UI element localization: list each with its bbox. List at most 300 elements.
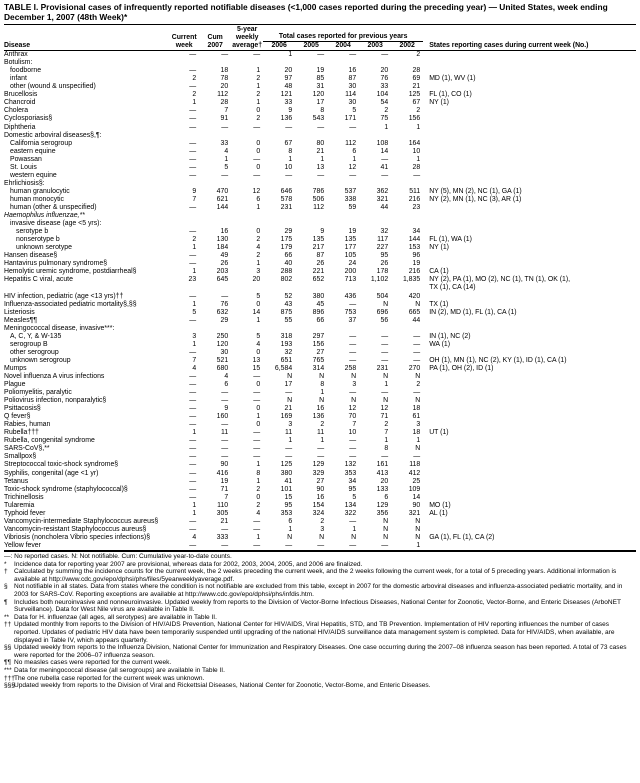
cell-value [295,132,327,140]
cell-value: 154 [312,501,325,509]
cell-value: 76 [220,300,229,308]
cell-value: — [317,541,325,549]
states-reporting [423,212,636,220]
table-row [4,453,636,461]
states-reporting: FL (1), CO (1) [429,91,472,99]
cell-value: 136 [312,413,325,421]
disease-name: Syphilis, congenital (age <1 yr) [4,469,99,477]
states-reporting [423,349,636,357]
states-reporting [423,373,636,381]
cell-value: 12 [252,187,261,195]
cell-value: — [221,541,229,549]
cell-value: — [381,155,389,163]
cell-value [295,180,327,188]
cell-value: 156 [408,115,421,123]
cell-value: 136 [280,115,293,123]
cell-value: 217 [312,244,325,252]
cell-value: — [349,123,357,131]
cell-value [359,59,391,67]
cell-value: 30 [348,99,357,107]
cell-value: 0 [256,421,261,429]
disease-name: Vancomycin-resistant Staphylococcus aureus§ [4,525,147,533]
cell-value: 5 [352,493,357,501]
cell-value: 9 [320,228,325,236]
cell-value: 19 [412,260,421,268]
cell-value: — [349,389,357,397]
cell-value: 318 [280,332,293,340]
disease-name: Anthrax [4,51,28,59]
cell-value: — [189,469,197,477]
disease-name: HIV infection, pediatric (age <13 yrs)†† [4,292,124,300]
states-reporting [423,470,636,478]
cell-value: 54 [380,99,389,107]
table-row [4,276,636,284]
disease-name: Vibriosis (noncholera Vibrio species infections)§ [4,533,151,541]
cell-value: 2 [384,107,389,115]
cell-value: 6 [288,517,293,525]
states-reporting [423,115,636,123]
cell-value: 125 [408,91,421,99]
cell-value: 380 [312,292,325,300]
table-row [4,268,636,276]
cell-value [169,132,199,140]
cell-value: — [381,51,389,59]
cell-value: 31 [316,83,325,91]
cell-value: 66 [284,252,293,260]
table-row [4,172,636,180]
cell-value: 67 [284,139,293,147]
cell-value: 0 [256,381,261,389]
table-row [4,341,636,349]
footnote-text: Updated weekly from reports to the Influenza Division, National Center for Immunization and Respiratory Diseases. One case occurring during the 2007–08 influenza season has been reported. A total of 73 cases were reported for the 2006–07 influenza season. [14,644,627,659]
cell-value: 1 [192,99,197,107]
footnote [4,667,636,675]
cell-value: 90 [316,485,325,493]
cell-value [169,212,199,220]
states-reporting: IN (1), NC (2) [429,332,471,340]
footnote-text: No measles cases were reported for the current week. [14,659,172,667]
cell-value: — [349,356,357,364]
footnote-marker: ††† [4,674,15,682]
footnote [4,659,636,667]
states-reporting [423,437,636,445]
cell-value: 6 [224,381,229,389]
cell-value: 95 [348,485,357,493]
disease-name: Toxic-shock syndrome (staphylococcal)§ [4,485,128,493]
table-row [4,381,636,389]
cell-value: — [189,541,197,549]
table-row [4,389,636,397]
cell-value: — [349,332,357,340]
cell-value: 27 [316,477,325,485]
cell-value: — [285,445,293,453]
cell-value: 184 [216,244,229,252]
disease-name: foodborne [10,67,42,75]
cell-value: — [285,389,293,397]
states-reporting: NY (1) [429,244,449,252]
cell-value: — [253,155,261,163]
table-row [4,293,636,301]
cell-value: — [349,51,357,59]
cell-value [295,59,327,67]
cell-value: 1,835 [402,276,421,284]
cell-value: 2 [192,75,197,83]
disease-name: Rubella, congenital syndrome [4,437,95,445]
states-reporting: TX (1), CA (14) [429,284,476,292]
cell-value: 416 [216,469,229,477]
cell-value: 2 [256,236,261,244]
cell-value: 20 [284,67,293,75]
cell-value: 15 [284,493,293,501]
cell-value: 112 [217,91,229,99]
cell-value: 504 [376,292,389,300]
cell-value: 321 [408,509,421,517]
cell-value: — [189,260,197,268]
cell-value: 652 [312,276,325,284]
cell-value: 521 [216,356,229,364]
cell-value: — [381,356,389,364]
cell-value: N [415,300,421,308]
cell-value: 75 [380,115,389,123]
disease-name: Novel influenza A virus infections [4,372,105,380]
cell-value: 132 [344,461,357,469]
cell-value: — [413,389,421,397]
table-row [4,228,636,236]
cell-value: — [189,67,197,75]
table-row [4,421,636,429]
cell-value: 2 [256,252,261,260]
cell-value: — [349,340,357,348]
cell-value: — [413,453,421,461]
states-reporting [423,293,636,301]
cell-value: — [253,517,261,525]
cell-value: 4 [256,244,261,252]
cell-value: 19 [220,477,229,485]
cell-value: — [253,437,261,445]
states-reporting [423,132,636,140]
cell-value: 470 [216,187,229,195]
cell-value: — [189,228,197,236]
cell-value: — [189,147,197,155]
cell-value: 8 [288,147,293,155]
cell-value: 216 [408,268,421,276]
table-row [4,140,636,148]
cell-value: 26 [316,260,325,268]
cell-value [295,212,327,220]
table-row [4,220,636,228]
states-reporting: PA (1), OH (2), ID (1) [429,364,494,372]
cell-value: — [253,389,261,397]
header-year-2006: 2006 [271,42,287,50]
states-reporting [423,83,636,91]
cell-value [231,59,263,67]
cell-value [231,284,263,292]
disease-name: Psittacosis§ [4,405,41,413]
cell-value: 52 [284,292,293,300]
cell-value: 2 [384,421,389,429]
cell-value [199,180,231,188]
cell-value: 1 [256,67,261,75]
cell-value: 231 [376,364,389,372]
cell-value: 161 [376,461,389,469]
cell-value: 333 [216,533,229,541]
cell-value: 28 [412,163,421,171]
states-reporting [423,397,636,405]
disease-name: Poliovirus infection, nonparalytic§ [4,397,107,405]
cell-value: 9 [224,405,229,413]
cell-value: 9 [288,107,293,115]
cell-value: 1 [192,340,197,348]
header-current-week: Current week [171,34,197,50]
cell-value: 125 [280,461,293,469]
cell-value: — [381,389,389,397]
cell-value: 322 [344,509,357,517]
cell-value [327,212,359,220]
cell-value: 21 [284,405,293,413]
cell-value: — [221,445,229,453]
table-row [4,534,636,542]
cell-value: 6,584 [274,364,293,372]
cell-value: 665 [408,308,421,316]
cell-value: 324 [312,509,325,517]
table-row [4,413,636,421]
cell-value: 4 [224,147,229,155]
cell-value: N [383,533,389,541]
cell-value: 19 [348,228,357,236]
cell-value [199,132,231,140]
disease-name: Rubella††† [4,429,39,437]
cell-value: 27 [316,348,325,356]
cell-value: 33 [220,139,229,147]
table-row [4,51,636,60]
footnote-text: Updated weekly from reports to the Division of Viral and Rickettsial Diseases, National Center for Zoonotic, Vector-Borne, and Enteric Diseases. [14,682,431,690]
cell-value: 12 [348,163,357,171]
states-reporting: IN (2), MD (1), FL (1), CA (1) [429,308,517,316]
cell-value: 0 [256,405,261,413]
cell-value: 8 [320,381,325,389]
cell-value: 329 [312,469,325,477]
cell-value: 1 [320,389,325,397]
cell-value: 164 [408,139,421,147]
footnote-text: The one rubella case reported for the current week was unknown. [14,674,205,682]
cell-value: 120 [216,340,229,348]
cell-value: 121 [280,91,293,99]
cell-value: 10 [348,429,357,437]
table-row [4,99,636,107]
cell-value [391,132,423,140]
cell-value: — [253,525,261,533]
cell-value: 91 [220,115,229,123]
cell-value: — [189,292,197,300]
footnote-text: —: No reported cases. N: Not notifiable. Cum: Cumulative year-to-date counts. [4,553,232,560]
states-reporting [423,461,636,469]
table-row [4,83,636,91]
states-reporting [423,124,636,132]
cell-value: 49 [220,252,229,260]
table-row [4,429,636,437]
cell-value: — [189,445,197,453]
table-row [4,397,636,405]
cell-value: 1 [416,155,421,163]
cell-value: 20 [252,276,261,284]
table-row [4,494,636,502]
states-reporting [423,220,636,228]
cell-value: 129 [312,461,325,469]
footnote [4,599,636,614]
cell-value [327,220,359,228]
footnote [4,644,636,659]
cell-value: 153 [408,244,421,252]
cell-value: 1 [256,477,261,485]
cell-value: 2 [416,381,421,389]
table-row [4,445,636,453]
cell-value: 101 [280,485,293,493]
disease-name [4,284,169,292]
cell-value: 135 [312,236,325,244]
cell-value: — [317,453,325,461]
cell-value: 1 [352,525,357,533]
cell-value: 169 [280,413,293,421]
states-reporting [423,156,636,164]
cell-value [295,325,327,333]
footnote [4,682,636,690]
cell-value: 90 [412,501,421,509]
table-row [4,59,636,67]
cell-value: 3 [256,268,261,276]
cell-value: 258 [344,364,357,372]
cell-value: 12 [348,405,357,413]
cell-value: 3 [288,421,293,429]
cell-value [263,325,295,333]
cell-value: — [189,437,197,445]
cell-value: 1 [224,155,229,163]
cell-value: 85 [316,75,325,83]
cell-value: — [349,541,357,549]
cell-value: N [383,372,389,380]
cell-value: 2 [256,115,261,123]
cell-value: N [319,372,325,380]
footnote-text: Updated monthly from reports to the Division of HIV/AIDS Prevention, National Center for HIV/AIDS, Viral Hepatitis, STD, and TB Prevention. Implementation of HIV reporting influences the number of cases reported. Updates of pediatric HIV data have been temporarily suspended until upgrading of the national HIV/AIDS surveillance data management system is completed. Data for HIV/AIDS, when available, are displayed in Table IV, which appears quarterly. [14,621,615,644]
cell-value: — [189,397,197,405]
cell-value: 28 [412,67,421,75]
states-reporting: MD (1), WV (1) [429,75,476,83]
table-row [4,373,636,381]
cell-value: 362 [376,187,389,195]
states-reporting [423,252,636,260]
cell-value [263,212,295,220]
table-row [4,156,636,164]
header-year-2002: 2002 [399,42,415,50]
cell-value: 26 [220,260,229,268]
states-reporting [423,51,636,60]
states-reporting: GA (1), FL (1), CA (2) [429,533,495,541]
cell-value: — [253,453,261,461]
states-reporting [423,445,636,453]
table-row [4,188,636,196]
cell-value: 26 [380,260,389,268]
cell-value: — [189,381,197,389]
states-reporting [423,413,636,421]
cell-value: — [221,389,229,397]
cell-value: 69 [412,75,421,83]
cell-value: — [189,493,197,501]
cell-value: 1 [256,533,261,541]
cell-value: N [351,533,357,541]
disease-name: Mumps [4,364,27,372]
cell-value: 8 [256,469,261,477]
disease-name: Listeriosis [4,308,35,316]
disease-name: Yellow fever [4,541,41,549]
states-reporting [423,542,636,551]
cell-value: 104 [376,91,389,99]
cell-value [295,220,327,228]
cell-value [391,59,423,67]
cell-value: 41 [284,477,293,485]
disease-name: Typhoid fever [4,509,46,517]
cell-value: 216 [408,195,421,203]
disease-table [4,24,636,551]
states-reporting: WA (1) [429,340,450,348]
cell-value: 33 [380,83,389,91]
disease-name: Domestic arboviral diseases§,¶: [4,131,102,139]
cell-value: 14 [380,147,389,155]
cell-value: N [415,397,421,405]
states-reporting: MO (1) [429,501,451,509]
cell-value [391,212,423,220]
cell-value: 16 [316,493,325,501]
footnote-marker: †† [4,621,12,629]
cell-value: 66 [316,316,325,324]
cell-value: — [221,397,229,405]
disease-name: serogroup B [10,340,48,348]
cell-value: 288 [280,268,293,276]
header-year-2005: 2005 [303,42,319,50]
cell-value: 133 [376,485,389,493]
cell-value: 6 [384,493,389,501]
cell-value: 15 [252,364,261,372]
disease-name: Measles¶¶ [4,316,38,324]
cell-value: N [319,397,325,405]
cell-value: 156 [312,340,325,348]
cell-value: — [221,421,229,429]
cell-value: 171 [344,115,357,123]
cell-value: 78 [220,75,229,83]
disease-name: Hansen disease§ [4,252,58,260]
cell-value: 7 [352,421,357,429]
cell-value: 1 [320,155,325,163]
cell-value: 0 [256,147,261,155]
cell-value: — [189,421,197,429]
cell-value: 2 [320,517,325,525]
states-reporting [423,486,636,494]
cell-value: N [415,372,421,380]
table-row [4,317,636,325]
cell-value: — [285,541,293,549]
table-row [4,365,636,373]
cell-value: 175 [280,236,293,244]
cell-value: 144 [216,203,229,211]
disease-name: St. Louis [10,163,37,171]
cell-value: — [413,171,421,179]
cell-value: 1 [352,155,357,163]
cell-value: — [221,51,229,59]
cell-value: 7 [192,195,197,203]
cell-value: 2 [256,91,261,99]
cell-value: 2 [192,236,197,244]
cell-value: — [189,453,197,461]
cell-value: 1 [288,155,293,163]
cell-value: 1 [416,541,421,549]
